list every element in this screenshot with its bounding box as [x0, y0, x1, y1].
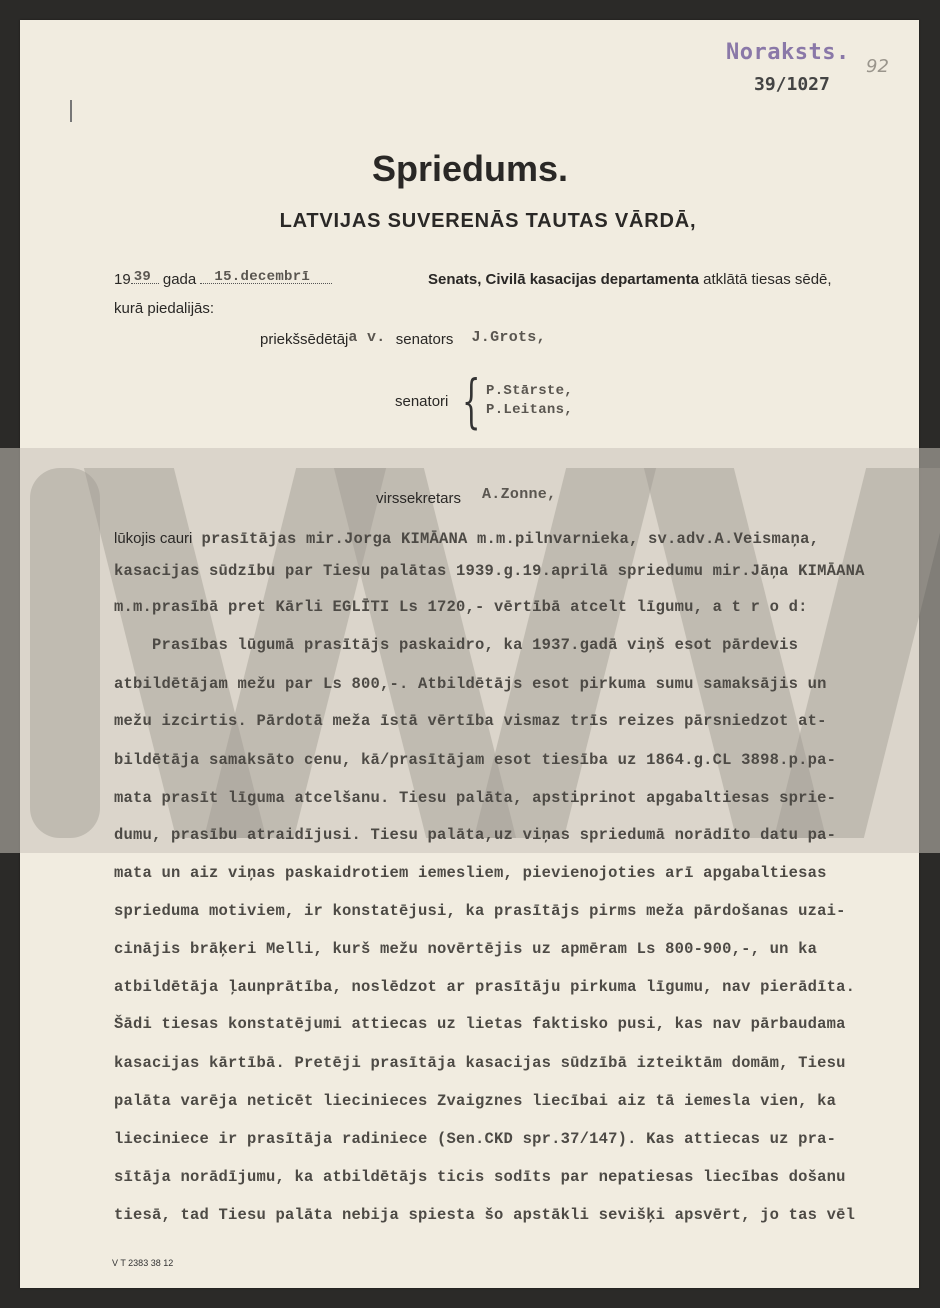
copy-stamp: Noraksts. [726, 40, 850, 65]
body-line: m.m.prasībā pret Kārli EGLĪTI Ls 1720,- vērtībā atcelt līgumu, a t r o d: [114, 598, 808, 616]
participants-label: kurā piedalijās: [114, 300, 215, 317]
secretary-name: A.Zonne, [482, 486, 557, 503]
senator-name-1: P.Stārste, [486, 383, 574, 399]
brace-glyph: { [462, 367, 481, 435]
body-line: kasacijas kārtībā. Pretēji prasītāja kasacijas sūdzībā izteiktām domām, Tiesu [114, 1054, 846, 1072]
body-line: sītāja norādījumu, ka atbildētājs ticis sodīts par nepatiesas liecības došanu [114, 1168, 846, 1186]
secretary-label: virssekretars [376, 490, 462, 507]
body-line: atbildētāja ļaunprātība, noslēdzot ar prasītāju pirkuma līgumu, nav pierādīta. [114, 978, 856, 996]
chair-name: J.Grots, [471, 329, 546, 346]
page-pencil-number: 92 [866, 56, 889, 77]
document-title: Spriedums. [371, 148, 569, 189]
body-line: lieciniece ir prasītāja radiniece (Sen.CKD spr.37/147). Kas attiecas uz pra- [114, 1130, 837, 1148]
document-subtitle: LATVIJAS SUVERENĀS TAUTAS VĀRDĀ, [279, 210, 697, 232]
chair-line: priekšsēdētāja v. senators J.Grots, [260, 329, 546, 348]
body-line: bildētāja samaksāto cenu, kā/prasītājam esot tiesība uz 1864.g.CL 3898.p.pa- [114, 751, 837, 769]
body-line: mata un aiz viņas paskaidrotiem iemesliem, pievienojoties arī apgabaltiesas [114, 864, 827, 882]
body-line: cinājis brāķeri Melli, kurš mežu novērtējis uz apmēram Ls 800-900,-, un ka [114, 940, 818, 958]
body-line: dumu, prasību atraidījusi. Tiesu palāta,uz viņas spriedumā norādīto datu pa- [114, 826, 837, 844]
day-typed: 15.decembrī [214, 269, 311, 285]
body-line: mata prasīt līguma atcelšanu. Tiesu palāta, apstiprinot apgabaltiesas sprie- [114, 789, 837, 807]
print-code-footer: V T 2383 38 12 [112, 1258, 174, 1268]
court-line: Senats, Civilā kasacijas departamenta atklātā tiesas sēdē, [428, 271, 832, 288]
senators-label: senatori [395, 393, 449, 410]
senator-name-2: P.Leitans, [486, 402, 574, 418]
date-line: 19 39 gada 15.decembrī [114, 271, 332, 288]
year-typed: 39 [133, 269, 152, 285]
reviewed-line: lūkojis cauri prasītājas mir.Jorga KIMĀANA m.m.pilnvarnieka, sv.adv.A.Veismaņa, [114, 530, 820, 548]
body-line: palāta varēja neticēt liecinieces Zvaigznes liecībai aiz tā iemesla vien, ka [114, 1092, 837, 1110]
margin-mark [70, 100, 72, 122]
body-line: kasacijas sūdzību par Tiesu palātas 1939.g.19.aprilā spriedumu mir.Jāņa KIMĀANA [114, 562, 865, 580]
body-line: Šādi tiesas konstatējumi attiecas uz lietas faktisko pusi, kas nav pārbaudama [114, 1015, 846, 1033]
body-line: mežu izcirtis. Pārdotā meža īstā vērtība vismaz trīs reizes pārsniedzot at- [114, 712, 827, 730]
body-line: tiesā, tad Tiesu palāta nebija spiesta šo apstākli sevišķi apsvērt, jo tas vēl [114, 1206, 856, 1224]
document-number: 39/1027 [754, 74, 830, 95]
body-line: atbildētājam mežu par Ls 800,-. Atbildētājs esot pirkuma sumu samaksājis un [114, 675, 827, 693]
body-line: Prasības lūgumā prasītājs paskaidro, ka 1937.gadā viņš esot pārdevis [114, 636, 799, 654]
body-line: sprieduma motiviem, ir konstatējusi, ka prasītājs pirms meža pārdošanas uzai- [114, 902, 846, 920]
